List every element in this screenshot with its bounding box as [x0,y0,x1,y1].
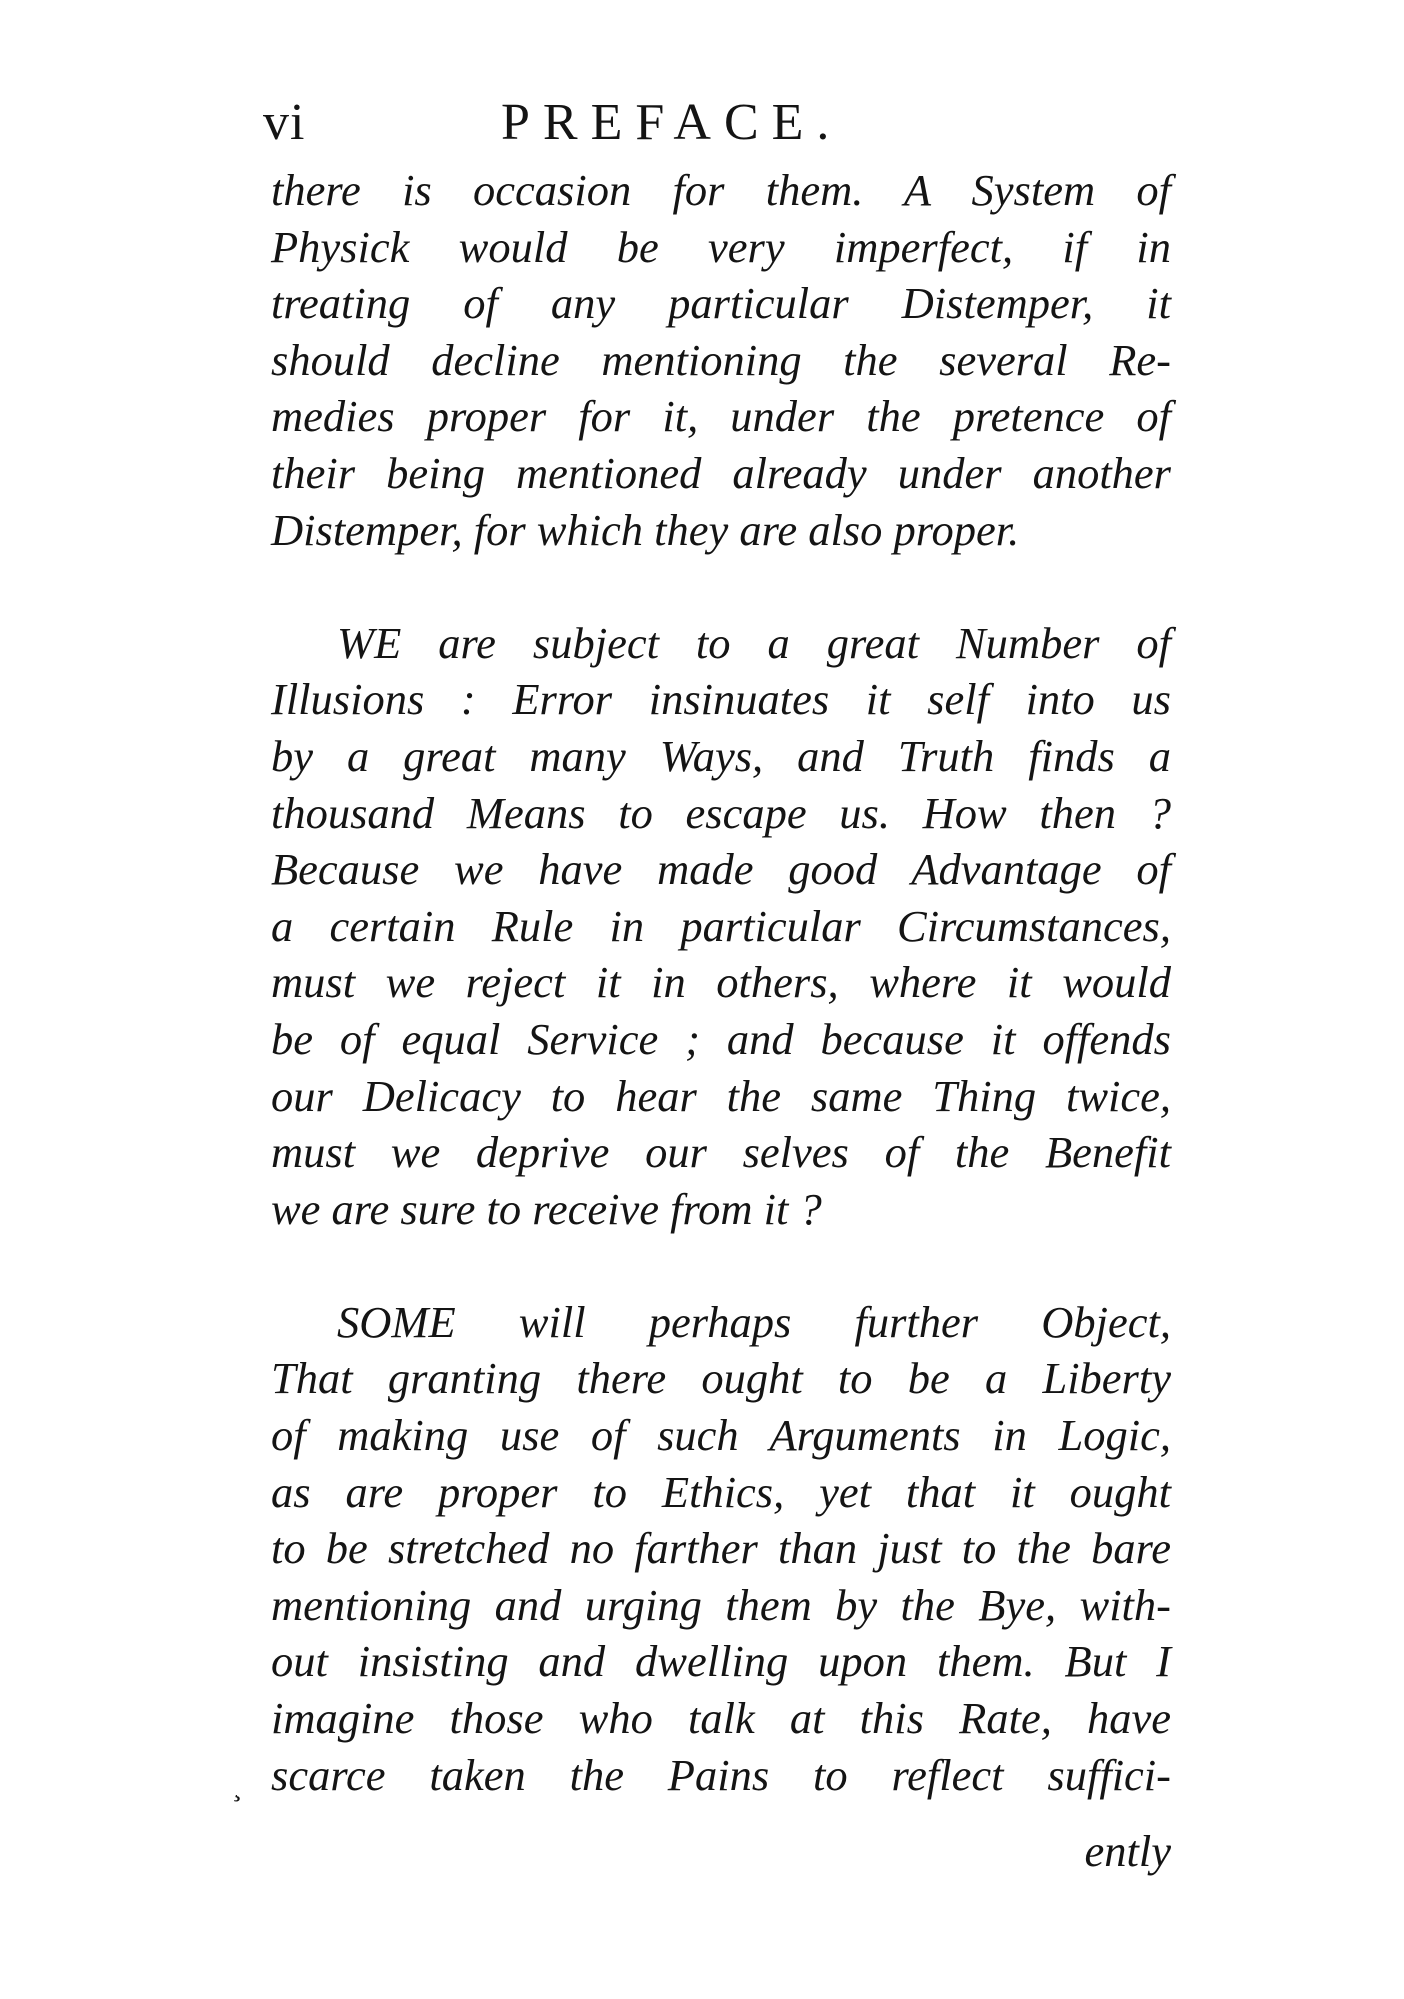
text-line: Physick would be very imperfect, if in [271,221,1171,272]
body-text [271,162,1171,1803]
text-line: thousand Means to escape us. How then ? [271,787,1171,838]
text-line: scarce taken the Pains to reflect suffici- [271,1749,1171,1800]
text-line: their being mentioned already under another [271,447,1171,498]
paragraph-spacer [271,558,1171,615]
page-header [263,88,1163,158]
paragraph-1 [271,162,1171,558]
paragraph-spacer [271,1237,1171,1294]
text-line: Illusions : Error insinuates it self into us [271,674,1171,725]
text-line: to be stretched no farther than just to the bare [271,1523,1171,1574]
text-line: a certain Rule in particular Circumstances, [271,900,1171,951]
text-line: mentioning and urging them by the Bye, with- [271,1579,1171,1630]
catchword: ently [1084,1826,1171,1876]
paragraph-2 [271,615,1171,1238]
text-line: Distemper, for which they are also proper. [271,504,1020,555]
text-line: of making use of such Arguments in Logic, [271,1410,1171,1461]
text-line: treating of any particular Distemper, it [271,278,1171,329]
text-line: must we deprive our selves of the Benefit [271,1127,1171,1178]
text-line: That granting there ought to be a Liberty [271,1353,1171,1404]
page-number: vi [263,94,306,151]
text-line: be of equal Service ; and because it offends [271,1013,1171,1064]
paragraph-3 [271,1294,1171,1803]
text-line: there is occasion for them. A System of [271,165,1171,215]
text-line: medies proper for it, under the pretence of [271,391,1171,442]
running-head: PREFACE. [501,94,843,151]
text-line: should decline mentioning the several Re- [271,334,1171,385]
text-line: must we reject it in others, where it would [271,957,1171,1008]
text-line: WE are subject to a great Number of [337,617,1171,668]
text-line: SOME will perhaps further Object, [337,1296,1171,1347]
text-line: Because we have made good Advantage of [271,844,1171,895]
text-line: out insisting and dwelling upon them. But I [271,1636,1171,1687]
margin-mark: ¸ [232,1769,242,1802]
text-line: we are sure to receive from it ? [271,1183,822,1234]
text-line: our Delicacy to hear the same Thing twice, [271,1070,1171,1121]
text-line: as are proper to Ethics, yet that it ought [271,1466,1171,1517]
text-line: imagine those who talk at this Rate, have [271,1693,1171,1744]
text-line: by a great many Ways, and Truth finds a [271,730,1171,781]
